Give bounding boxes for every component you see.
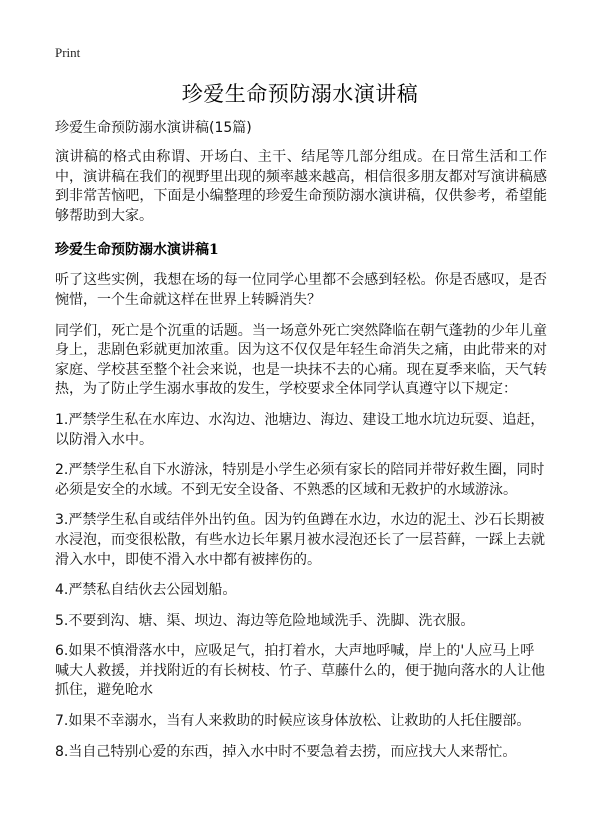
rule-item: 8.当自己特别心爱的东西，掉入水中时不要急着去捞，而应找大人来帮忙。 xyxy=(55,743,517,760)
print-link[interactable]: Print xyxy=(55,45,81,60)
rule-item: 5.不要到沟、塘、渠、坝边、海边等危险地域洗手、洗脚、洗衣服。 xyxy=(55,612,475,629)
rule-item: 2.严禁学生私自下水游泳，特别是小学生必须有家长的陪同并带好救生圈，同时必须是安全的水域。不到无安全设备、不熟悉的区域和无救护的水域游泳。 xyxy=(55,462,545,498)
rule-item: 7.如果不幸溺水，当有人来救助的时候应该身体放松、让救助的人托住腰部。 xyxy=(55,713,531,730)
section-heading: 珍爱生命预防溺水演讲稿1 xyxy=(55,242,219,259)
intro-paragraph: 演讲稿的格式由称谓、开场白、主干、结尾等几部分组成。在日常生活和工作中，演讲稿在我们的视野里出现的频率越来越高，相信很多朋友都对写演讲稿感到非常苦恼吧，下面是小编整理的珍爱生命预防溺水演讲稿，仅供参考，希望能够帮助到大家。 xyxy=(55,149,547,224)
rule-item: 1.严禁学生私在水库边、水沟边、池塘边、海边、建设工地水坑边玩耍、追赶，以防滑入水中。 xyxy=(55,411,545,448)
document-subtitle: 珍爱生命预防溺水演讲稿(15篇) xyxy=(55,120,252,136)
rule-item: 3.严禁学生私自或结伴外出钓鱼。因为钓鱼蹲在水边，水边的泥土、沙石长期被水浸泡，而变很松散，有些水边长年累月被水浸泡还长了一层苔藓，一踩上去就滑入水中，即使不滑入水中都有被摔伤的。 xyxy=(55,512,545,568)
section-paragraph: 听了这些实例，我想在场的每一位同学心里都不会感到轻松。你是否感叹，是否惋惜，一个生命就这样在世界上转瞬消失？ xyxy=(55,272,547,308)
rule-item: 4.严禁私自结伙去公园划船。 xyxy=(55,582,237,599)
section-paragraph: 同学们，死亡是个沉重的话题。当一场意外死亡突然降临在朝气蓬勃的少年儿童身上，悲剧色彩就更加浓重。因为这不仅仅是年轻生命消失之痛，由此带来的对家庭、学校甚至整个社会来说，也是一块抹不去的心痛。现在夏季来临，天气转热，为了防止学生溺水事故的发生，学校要求全体同学认真遵守以下规定： xyxy=(55,322,547,398)
document-title: 珍爱生命预防溺水演讲稿 xyxy=(181,82,419,106)
document-body xyxy=(55,118,547,773)
rule-item: 6.如果不慎滑落水中，应吸足气，拍打着水，大声地呼喊，岸上的'人应马上呼喊大人救援，并找附近的有长树枝、竹子、草藤什么的，便于抛向落水的人让他抓住，避免呛水 xyxy=(55,643,545,699)
